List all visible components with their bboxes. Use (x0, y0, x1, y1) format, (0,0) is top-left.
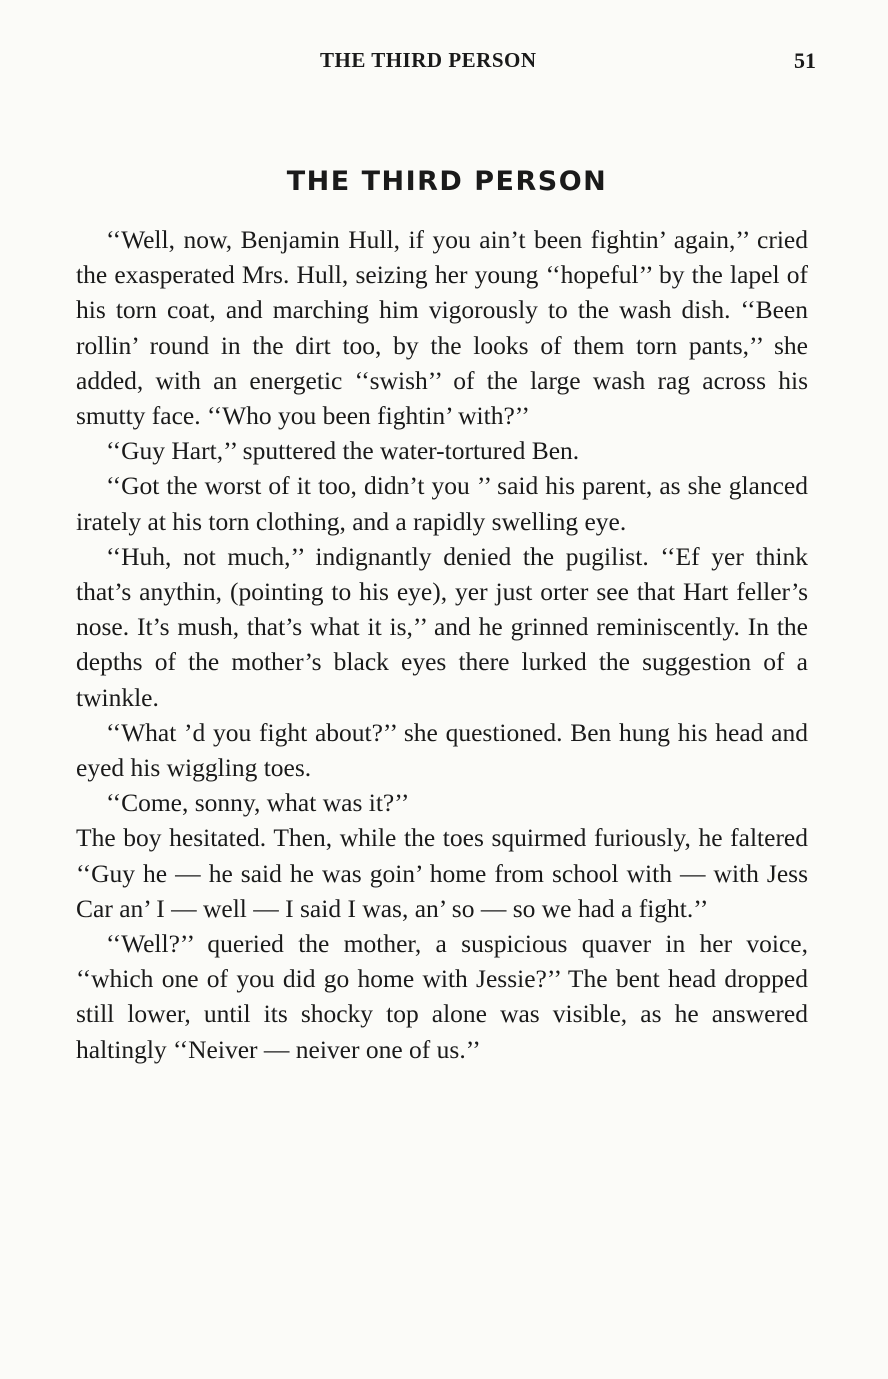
running-header (0, 48, 888, 78)
paragraph: ‘‘Well, now, Benjamin Hull, if you ain’t been fightin’ again,’’ cried the exasperated Mrs. Hull, seizing her young ‘‘hopeful’’ by the lapel of his torn coat, and marching him vigorously to the wash dish. ‘‘Been rollin’ round in the dirt too, by the looks of them torn pants,’’ she added, with an energetic ‘‘swish’’ of the large wash rag across his smutty face. ‘‘Who you been fightin’ with?’’ (76, 225, 808, 431)
paragraph: The boy hesitated. Then, while the toes squirmed furiously, he faltered ‘‘Guy he — he said he was goin’ home from school with — with Jess Car an’ I — well — I said I was, an’ so — so we had a fight.’’ (76, 823, 808, 923)
paragraph: ‘‘Come, sonny, what was it?’’ (106, 788, 410, 818)
running-title: THE THIRD PERSON (320, 48, 537, 72)
body-text (76, 222, 808, 1067)
paragraph: ‘‘Got the worst of it too, didn’t you ’’ said his parent, as she glanced irately at his torn clothing, and a rapidly swelling eye. (76, 471, 808, 536)
paragraph: ‘‘Huh, not much,’’ indignantly denied the pugilist. ‘‘Ef yer think that’s anythin, (pointing to his eye), yer just orter see that Hart feller’s nose. It’s mush, that’s what it is,’’ and he grinned reminiscently. In the depths of the mother’s black eyes there lurked the suggestion of a twinkle. (76, 541, 808, 712)
paragraph: ‘‘Well?’’ queried the mother, a suspicious quaver in her voice, ‘‘which one of you did go home with Jessie?’’ The bent head dropped still lower, until its shocky top alone was visible, as he answered haltingly ‘‘Neiver — neiver one of us.’’ (76, 929, 808, 1064)
page-number: 51 (794, 48, 816, 73)
paragraph: ‘‘What ’d you fight about?’’ she questioned. Ben hung his head and eyed his wiggling toes. (76, 717, 808, 783)
chapter-title: THE THIRD PERSON (286, 166, 608, 197)
paragraph: ‘‘Guy Hart,’’ sputtered the water-tortured Ben. (106, 436, 580, 466)
